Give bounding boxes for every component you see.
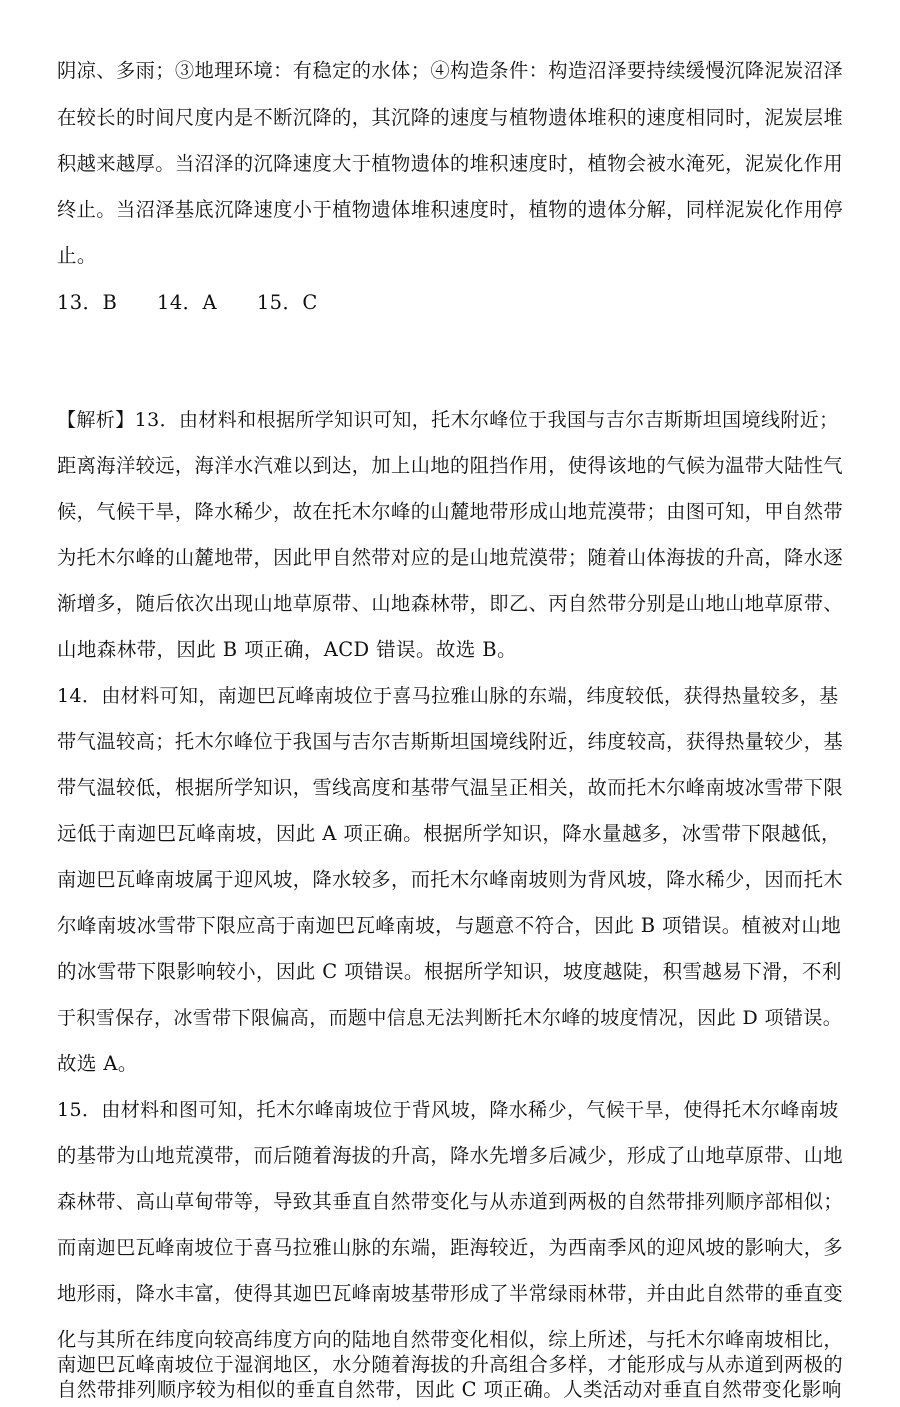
text-line: 南迦巴瓦峰南坡位于湿润地区，水分随着海拔的升高组合多样，才能形成与从赤道到两极的 [57,1353,843,1376]
text-line: 尔峰南坡冰雪带下限应高于南迦巴瓦峰南坡，与题意不符合，因此 B 项错误。植被对山地 [57,914,842,937]
text-line: 带气温较高；托木尔峰位于我国与吉尔吉斯斯坦国境线附近，纬度较高，获得热量较少，基 [57,730,843,753]
text-line: 森林带、高山草甸带等，导致其垂直自然带变化与从赤道到两极的自然带排列顺序部相似； [57,1190,843,1213]
answer-line: 13．B 14．A 15．C [57,291,318,314]
text-line: 化与其所在纬度向较高纬度方向的陆地自然带变化相似，综上所述，与托木尔峰南坡相比， [57,1328,843,1351]
text-line: 地形雨，降水丰富，使得其迦巴瓦峰南坡基带形成了半常绿雨林带，并由此自然带的垂直变 [57,1282,843,1305]
question-14-line: 14．由材料可知，南迦巴瓦峰南坡位于喜马拉雅山脉的东端，纬度较低，获得热量较多，基 [57,685,839,707]
text-line: 自然带排列顺序较为相似的垂直自然带，因此 C 项正确。人类活动对垂直自然带变化影响 [57,1378,842,1401]
text-line: 的基带为山地荒漠带，而后随着海拔的升高，降水先增多后减少，形成了山地草原带、山地 [57,1144,843,1167]
text-line: 候，气候干旱，降水稀少，故在托木尔峰的山麓地带形成山地荒漠带；由图可知，甲自然带 [57,500,843,523]
question-15-line: 15．由材料和图可知，托木尔峰南坡位于背风坡，降水稀少，气候干旱，使得托木尔峰南坡 [57,1099,839,1121]
text-line: 终止。当沼泽基底沉降速度小于植物遗体堆积速度时，植物的遗体分解，同样泥炭化作用停 [57,198,843,221]
text-line: 阴凉、多雨；③地理环境：有稳定的水体；④构造条件：构造沼泽要持续缓慢沉降泥炭沼泽 [57,59,843,82]
text-line: 于积雪保存，冰雪带下限偏高，而题中信息无法判断托木尔峰的坡度情况，因此 D 项错误。 [57,1007,843,1029]
text-line: 渐增多，随后依次出现山地草原带、山地森林带，即乙、丙自然带分别是山地山地草原带、 [57,592,843,615]
text-line: 山地森林带，因此 B 项正确，ACD 错误。故选 B。 [57,638,517,661]
text-line: 在较长的时间尺度内是不断沉降的，其沉降的速度与植物遗体堆积的速度相同时，泥炭层堆 [57,106,843,129]
text-line: 故选 A。 [57,1052,138,1075]
text-line: 南迦巴瓦峰南坡属于迎风坡，降水较多，而托木尔峰南坡则为背风坡，降水稀少，因而托木 [57,868,843,891]
text-line: 为托木尔峰的山麓地带，因此甲自然带对应的是山地荒漠带；随着山体海拔的升高，降水逐 [57,546,843,569]
text-line: 远低于南迦巴瓦峰南坡，因此 A 项正确。根据所学知识，降水量越多，冰雪带下限越低， [57,822,841,845]
text-line: 距离海洋较远，海洋水汽难以到达，加上山地的阻挡作用，使得该地的气候为温带大陆性气 [57,454,843,477]
text-line: 止。 [57,244,97,267]
analysis-heading-line: 【解析】13．由材料和根据所学知识可知，托木尔峰位于我国与吉尔吉斯斯坦国境线附近； [57,409,839,431]
text-line: 积越来越厚。当沼泽的沉降速度大于植物遗体的堆积速度时，植物会被水淹死，泥炭化作用 [57,152,843,175]
text-line: 而南迦巴瓦峰南坡位于喜马拉雅山脉的东端，距海较近，为西南季风的迎风坡的影响大，多 [57,1236,843,1259]
text-line: 的冰雪带下限影响较小，因此 C 项错误。根据所学知识，坡度越陡，积雪越易下滑，不利 [57,960,842,983]
text-line: 带气温较低，根据所学知识，雪线高度和基带气温呈正相关，故而托木尔峰南坡冰雪带下限 [57,776,843,799]
